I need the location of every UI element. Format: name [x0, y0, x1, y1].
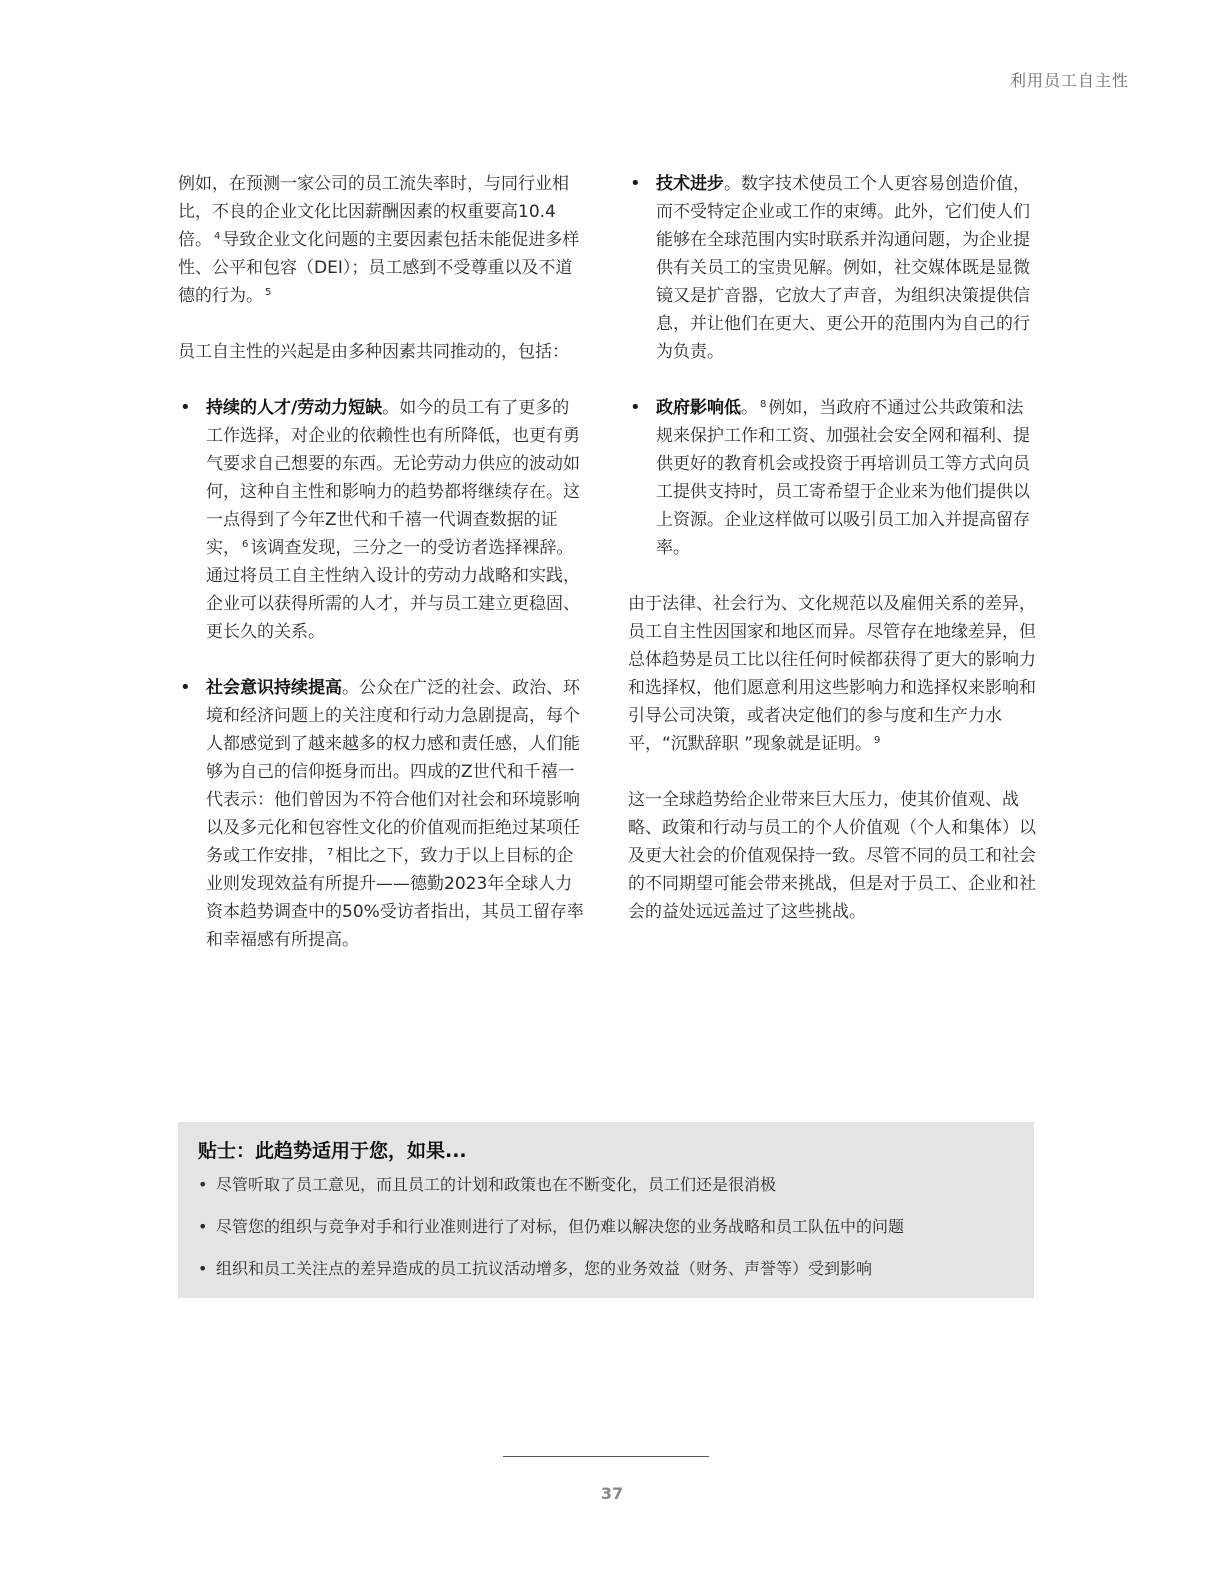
bullet-title: 政府影响低: [656, 398, 741, 418]
bullet-title: 技术进步: [656, 174, 724, 194]
footnote-ref-6[interactable]: 6: [242, 539, 249, 550]
footnote-ref-4[interactable]: 4: [214, 231, 221, 242]
bullet-technology: [628, 170, 1036, 366]
bullet-text-b: 该调查发现，三分之一的受访者选择裸辞。通过将员工自主性纳入设计的劳动力战略和实践，企业可以获得所需的人才，并与员工建立更稳固、更长久的关系。: [206, 538, 580, 642]
bullet-text-a: 。: [741, 398, 758, 418]
tips-item: [198, 1216, 1014, 1238]
factors-lead-paragraph: 员工自主性的兴起是由多种因素共同推动的，包括：: [178, 342, 569, 362]
intro-text-b: 导致企业文化问题的主要因素包括未能促进多样性、公平和包容（DEI）；员工感到不受尊重以及不道德的行为。: [178, 230, 580, 306]
bullet-talent-shortage: [178, 394, 586, 646]
bullet-text-a: 。数字技术使员工个人更容易创造价值，而不受特定企业或工作的束缚。此外，它们使人们能够在全球范围内实时联系并沟通问题，为企业提供有关员工的宝贵见解。例如，社交媒体既是显微镜又是扩音器，它放大了声音，为组织决策提供信息，并让他们在更大、更公开的范围内为自己的行为负责。: [656, 174, 1030, 362]
bullet-text-a: 。如今的员工有了更多的工作选择，对企业的依赖性也有所降低，也更有勇气要求自己想要的东西。无论劳动力供应的波动如何，这种自主性和影响力的趋势都将继续存在。这一点得到了今年Z世代和千禧一代调查数据的证实，: [206, 398, 580, 558]
bullet-text-b: 相比之下，致力于以上目标的企业则发现效益有所提升——德勤2023年全球人力资本趋势调查中的50%受访者指出，其员工留存率和幸福感有所提高。: [206, 846, 584, 950]
bullet-dot-icon: •: [180, 397, 191, 418]
tips-item-text: 尽管听取了员工意见，而且员工的计划和政策也在不断变化，员工们还是很消极: [216, 1175, 777, 1194]
bullet-title: 社会意识持续提高: [206, 678, 342, 698]
tips-item-text: 尽管您的组织与竞争对手和行业准则进行了对标，但仍难以解决您的业务战略和员工队伍中的问题: [216, 1217, 905, 1236]
bullet-dot-icon: •: [630, 397, 641, 418]
bullet-dot-icon: •: [198, 1175, 208, 1194]
bullet-text-a: 。公众在广泛的社会、政治、环境和经济问题上的关注度和行动力急剧提高，每个人都感觉到了越来越多的权力感和责任感，人们能够为自己的信仰挺身而出。四成的Z世代和千禧一代表示：他们曾因为不符合他们对社会和环境影响以及多元化和包容性文化的价值观而拒绝过某项任务或工作安排，: [206, 678, 580, 866]
bullet-dot-icon: •: [630, 173, 641, 194]
tips-item: [198, 1258, 1014, 1280]
footnote-ref-7[interactable]: 7: [327, 847, 334, 858]
page-number: 37: [600, 1484, 624, 1503]
tips-item: [198, 1174, 1014, 1196]
left-column: [178, 170, 586, 982]
right-column: [628, 170, 1036, 954]
intro-text-a: 例如，在预测一家公司的员工流失率时，与同行业相比，不良的企业文化比因薪酬因素的权重要高10.4倍。: [178, 174, 569, 250]
footnote-ref-8[interactable]: 8: [760, 399, 767, 410]
tips-title: 贴士：此趋势适用于您，如果...: [198, 1140, 467, 1162]
bullet-dot-icon: •: [198, 1217, 208, 1236]
bullet-social-awareness: [178, 674, 586, 954]
regional-text: 由于法律、社会行为、文化规范以及雇佣关系的差异，员工自主性因国家和地区而异。尽管存在地缘差异，但总体趋势是员工比以往任何时候都获得了更大的影响力和选择权，他们愿意利用这些影响力和选择权来影响和引导公司决策，或者决定他们的参与度和生产力水平，“沉默辞职 ”现象就是证明。: [628, 594, 1036, 754]
footer-divider: [503, 1456, 709, 1457]
bullet-dot-icon: •: [180, 677, 191, 698]
intro-paragraph: [178, 170, 586, 310]
bullet-text-b: 例如，当政府不通过公共政策和法规来保护工作和工资、加强社会安全网和福利、提供更好的教育机会或投资于再培训员工等方式向员工提供支持时，员工寄希望于企业来为他们提供以上资源。企业这样做可以吸引员工加入并提高留存率。: [656, 398, 1030, 558]
bullet-dot-icon: •: [198, 1259, 208, 1278]
footnote-ref-5[interactable]: 5: [265, 287, 272, 298]
regional-paragraph: [628, 590, 1036, 758]
tips-box: [178, 1122, 1034, 1298]
bullet-government: [628, 394, 1036, 562]
bullet-title: 持续的人才/劳动力短缺: [206, 398, 383, 418]
tips-item-text: 组织和员工关注点的差异造成的员工抗议活动增多，您的业务效益（财务、声誉等）受到影响: [216, 1259, 873, 1278]
running-header-title: 利用员工自主性: [1009, 71, 1129, 90]
footnote-ref-9[interactable]: 9: [874, 735, 881, 746]
pressure-paragraph: 这一全球趋势给企业带来巨大压力，使其价值观、战略、政策和行动与员工的个人价值观（个人和集体）以及更大社会的价值观保持一致。尽管不同的员工和社会的不同期望可能会带来挑战，但是对于员工、企业和社会的益处远远盖过了这些挑战。: [628, 790, 1036, 922]
